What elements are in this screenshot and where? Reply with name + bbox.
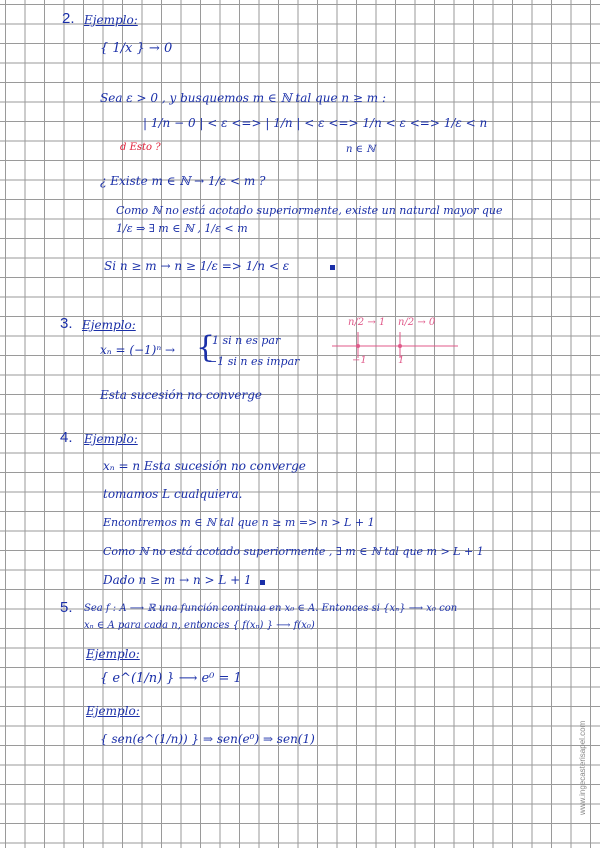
section-2-line-como-1: Como ℕ no está acotado superiormente, existe un natural mayor que (116, 204, 503, 217)
end-of-proof-mark-2 (260, 580, 265, 585)
section-2-red-annotation: d Esto ? (120, 142, 161, 153)
section-2-line-si: Si n ≥ m → n ≥ 1/ε => 1/n < ε (104, 259, 290, 273)
section-2-sequence: { 1/x } → 0 (100, 41, 173, 56)
section-2-line-existe: ¿ Existe m ∈ ℕ → 1/ε < m ? (100, 174, 266, 188)
section-2-heading: Ejemplo: (84, 13, 138, 27)
section-2-nen-annotation: n ∈ ℕ (346, 144, 376, 155)
section-5-example-b: { sen(e^(1/n)) } ⇒ sen(e⁰) ⇒ sen(1) (100, 732, 315, 746)
side-label-right: n/2 → 0 (398, 317, 436, 328)
section-3-case-1: 1 si n es par (212, 334, 281, 347)
section-4-line-4: Como ℕ no está acotado superiormente , ∃ m ∈ ℕ tal que m > L + 1 (103, 545, 484, 558)
section-3-number: 3. (60, 315, 73, 332)
section-5-example-a: { e^(1/n) } ⟶ e⁰ = 1 (100, 671, 242, 686)
section-3-xn: xₙ = (−1)ⁿ → (100, 343, 176, 357)
section-2-line-sea: Sea ε > 0 , y busquemos m ∈ ℕ tal que n ≥ m : (100, 91, 387, 105)
section-3-heading: Ejemplo: (82, 318, 136, 332)
section-5-line-2: xₙ ∈ A para cada n, entonces { f(xₙ) } ⟶ f(x₀) (84, 620, 315, 631)
section-3-case-2: −1 si n es impar (208, 355, 300, 368)
section-2-line-como-2: 1/ε ⇒ ∃ m ∈ ℕ , 1/ε < m (116, 222, 248, 235)
number-line-sketch (330, 328, 460, 368)
section-4-line-5: Dado n ≥ m → n > L + 1 (103, 573, 252, 587)
section-3-brace: { (196, 330, 216, 365)
section-3-conclusion: Esta sucesión no converge (100, 388, 263, 402)
section-5-heading-a: Ejemplo: (86, 647, 140, 661)
section-4-line-3: Encontremos m ∈ ℕ tal que n ≥ m => n > L + 1 (103, 516, 375, 529)
section-5-heading-b: Ejemplo: (86, 704, 140, 718)
side-label-left: n/2 → 1 (348, 317, 386, 328)
section-5-number: 5. (60, 599, 73, 616)
section-2-inequality: | 1/n − 0 | < ε <=> | 1/n | < ε <=> 1/n < ε <=> 1/ε < n (143, 116, 488, 130)
side-tick-left: −1 (352, 355, 367, 366)
section-4-line-2: tomamos L cualquiera. (103, 487, 243, 501)
section-5-line-1: Sea f : A ⟶ ℝ una función continua en x₀ ∈ A. Entonces si {xₙ} ⟶ x₀ con (84, 603, 458, 614)
section-2-number: 2. (62, 10, 75, 27)
side-tick-right: 1 (398, 355, 405, 366)
watermark: www.ingecasterisapel.com (578, 720, 587, 815)
section-4-number: 4. (60, 429, 73, 446)
section-4-line-1: xₙ = n Esta sucesión no converge (103, 459, 306, 473)
section-4-heading: Ejemplo: (84, 432, 138, 446)
end-of-proof-mark (330, 265, 335, 270)
